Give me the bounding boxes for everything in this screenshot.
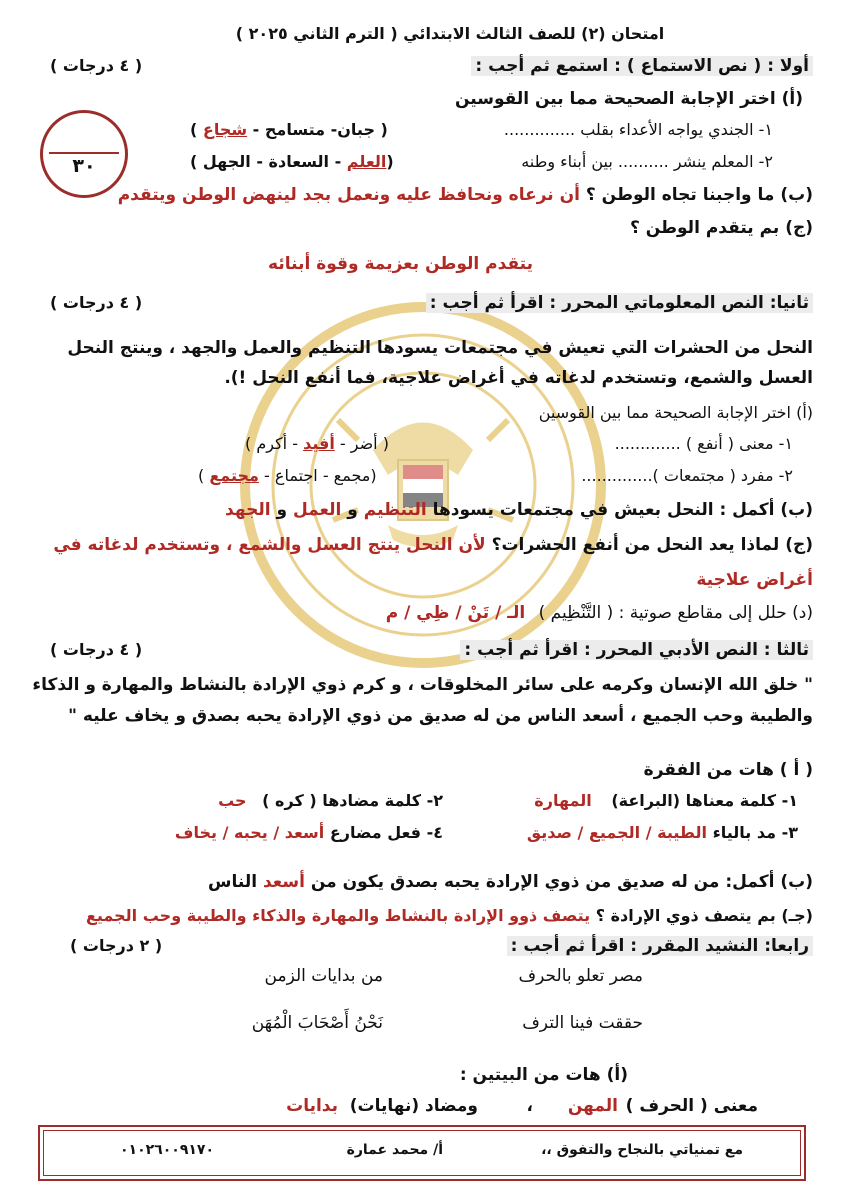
s2-b-and2: و <box>270 500 293 520</box>
s2-q2-text: ٢- مفرد ( مجتمعات ).............. <box>581 466 793 485</box>
s1-a-heading: (أ) اختر الإجابة الصحيحة مما بين القوسين <box>455 89 803 109</box>
s4-opposite-answer: بدايات <box>286 1096 338 1116</box>
s2-c-answer-line2: أغراض علاجية <box>696 570 813 590</box>
s4-meaning-answer: المهن <box>567 1096 618 1116</box>
s3-a-heading: ( أ ) هات من الفقرة <box>643 760 813 780</box>
s2-b-and1: و <box>341 500 364 520</box>
s3-a4 <box>175 823 443 842</box>
s3-a3-text: ٣- مد بالياء <box>712 823 798 842</box>
s2-b-line <box>225 500 813 520</box>
s2-c-line <box>53 535 813 555</box>
s2-c-question: (ج) لماذا يعد النحل من أنفع الحشرات؟ <box>491 535 813 555</box>
score-value: ٣٠ <box>72 155 96 177</box>
score-circle <box>40 110 128 198</box>
s3-b-line <box>208 872 813 892</box>
s3-c-question: (جـ) بم يتصف ذوي الإرادة ؟ <box>595 906 813 925</box>
section2-title: ثانيا: النص المعلوماتي المحرر : اقرأ ثم أجب : <box>426 293 813 313</box>
s3-b-answer: أسعد <box>262 872 305 892</box>
s2-d-answer: الـ / تَنْ / ظِي / م <box>385 603 526 623</box>
s1-b-question: (ب) ما واجبنا تجاه الوطن ؟ <box>585 185 813 205</box>
s2-passage-line2: العسل والشمع، وتستخدم لدغاته في أغراض علاجية، فما أنفع النحل !). <box>224 368 813 388</box>
s1-q1-answer: شجاع <box>202 120 248 139</box>
section3-degrees: ( ٤ درجات ) <box>50 640 143 659</box>
s3-a3-answer: الطيبة / الجميع / صديق <box>526 823 707 842</box>
s3-c-line <box>86 906 813 925</box>
s4-verse2-right: حققت فينا الترف <box>522 1013 643 1033</box>
s1-q1-text: ١- الجندي يواجه الأعداء بقلب .............. <box>503 120 773 139</box>
s1-q2-opts-pre: ( <box>386 152 394 171</box>
footer-phone: ٠١٠٢٦٠٠٩١٧٠ <box>120 1142 214 1158</box>
s2-q1-answer: أفيد <box>303 434 335 453</box>
s1-q1-opts-pre: ( جبان- متسامح - <box>247 120 388 139</box>
s1-q2-options <box>190 152 394 171</box>
s3-a2 <box>218 791 443 810</box>
s3-a3 <box>527 823 798 842</box>
section3-title: ثالثا : النص الأدبي المحرر : اقرأ ثم أجب : <box>460 640 813 660</box>
s1-b-line <box>118 185 813 205</box>
s2-q1-opts-pre: ( أضر - <box>334 434 389 453</box>
s3-a2-answer: حب <box>218 791 247 810</box>
s2-d-question: (د) حلل إلى مقاطع صوتية : ( التَّنْظِيم ) <box>538 603 813 623</box>
s3-a4-answer: أسعد / يحبه / يخاف <box>174 823 325 842</box>
s3-passage-line2: والطيبة وحب الجميع ، أسعد الناس من له صديق من ذوي الإرادة يحبه بصدق و يخاف عليه " <box>68 706 813 726</box>
s4-opposite-text: ومضاد (نهايات) <box>349 1096 478 1116</box>
s4-verse1-right: مصر تعلو بالحرف <box>518 966 643 986</box>
s4-verse1-left: من بدايات الزمن <box>264 966 383 986</box>
s2-q1-text: ١- معنى ( أنفع ) ............. <box>614 434 793 453</box>
footer-wish: مع تمنياتي بالنجاح والتفوق ،، <box>541 1142 743 1158</box>
s4-meaning-text: معنى ( الحرف ) <box>625 1096 758 1116</box>
s2-q1-options <box>245 434 389 453</box>
s2-b-pre: (ب) أكمل : النحل بعيش في مجتمعات يسودها <box>426 500 813 520</box>
s3-c-answer: يتصف ذوو الإرادة بالنشاط والمهارة والذكاء والطيبة وحب الجميع <box>85 906 591 925</box>
s2-q1-opts-post: - أكرم ) <box>245 434 304 453</box>
s2-d-line <box>386 603 813 623</box>
exam-title: امتحان (٢) للصف الثالث الابتدائي ( الترم الثاني ٢٠٢٥ ) <box>235 24 665 43</box>
footer-teacher: أ/ محمد عمارة <box>346 1142 443 1158</box>
s3-passage-line1: " خلق الله الإنسان وكرمه على سائر المخلوقات ، و كرم ذوي الإرادة بالنشاط والمهارة و الذكاء <box>32 675 813 695</box>
s4-verse2-left: نَحْنُ أَصْحَابَ الْمُهَن <box>251 1013 383 1033</box>
s3-a1-text: ١- كلمة معناها (البراعة) <box>611 791 798 810</box>
section2-degrees: ( ٤ درجات ) <box>50 293 143 312</box>
s3-b-pre: (ب) أكمل: من له صديق من ذوي الإرادة يحبه بصدق يكون من <box>304 872 813 892</box>
s3-b-post: الناس <box>208 872 263 892</box>
section4-degrees: ( ٢ درجات ) <box>70 936 163 955</box>
s3-a1-answer: المهارة <box>534 791 592 810</box>
s2-b-answer2: العمل <box>292 500 342 520</box>
s4-comma: ، <box>526 1096 533 1116</box>
s2-q2-options <box>198 466 377 485</box>
s2-b-answer1: التنظيم <box>363 500 427 520</box>
s1-q1-opts-post: ) <box>190 120 203 139</box>
s2-b-answer3: الجهد <box>225 500 271 520</box>
s2-q2-opts-pre: (مجمع - اجتماع - <box>258 466 377 485</box>
s3-a1 <box>534 791 798 810</box>
section4-title: رابعا: النشيد المقرر : اقرأ ثم أجب : <box>507 936 813 956</box>
s1-q2-answer: العلم <box>346 152 387 171</box>
s1-c-question: (ج) بم يتقدم الوطن ؟ <box>629 218 813 238</box>
section1-title: أولا : ( نص الاستماع ) : استمع ثم أجب : <box>471 56 813 76</box>
s2-q2-opts-post: ) <box>198 466 210 485</box>
score-divider <box>49 152 119 154</box>
s1-q1-options <box>190 120 388 139</box>
s3-a2-text: ٢- كلمة مضادها ( كره ) <box>262 791 443 810</box>
s1-q2-text: ٢- المعلم ينشر .......... بين أبناء وطنه <box>521 152 773 171</box>
s1-c-answer: يتقدم الوطن بعزيمة وقوة أبنائه <box>268 254 533 274</box>
section1-degrees: ( ٤ درجات ) <box>50 56 143 75</box>
s2-passage-line1: النحل من الحشرات التي تعيش في مجتمعات يسودها التنظيم والعمل والجهد ، وينتج النحل <box>67 338 813 358</box>
s3-a4-text: ٤- فعل مضارع <box>329 823 443 842</box>
s2-a-heading: (أ) اختر الإجابة الصحيحة مما بين القوسين <box>538 403 813 422</box>
s2-c-answer-line1: لأن النحل ينتج العسل والشمع ، وتستخدم لدغاته في <box>53 535 486 555</box>
s4-a-heading: (أ) هات من البيتين : <box>459 1065 628 1085</box>
s2-q2-answer: مجتمع <box>209 466 259 485</box>
s1-b-answer: أن نرعاه ونحافظ عليه ونعمل بجد لينهض الوطن ويتقدم <box>117 185 580 205</box>
s1-q2-opts-post: - السعادة - الجهل ) <box>190 152 347 171</box>
